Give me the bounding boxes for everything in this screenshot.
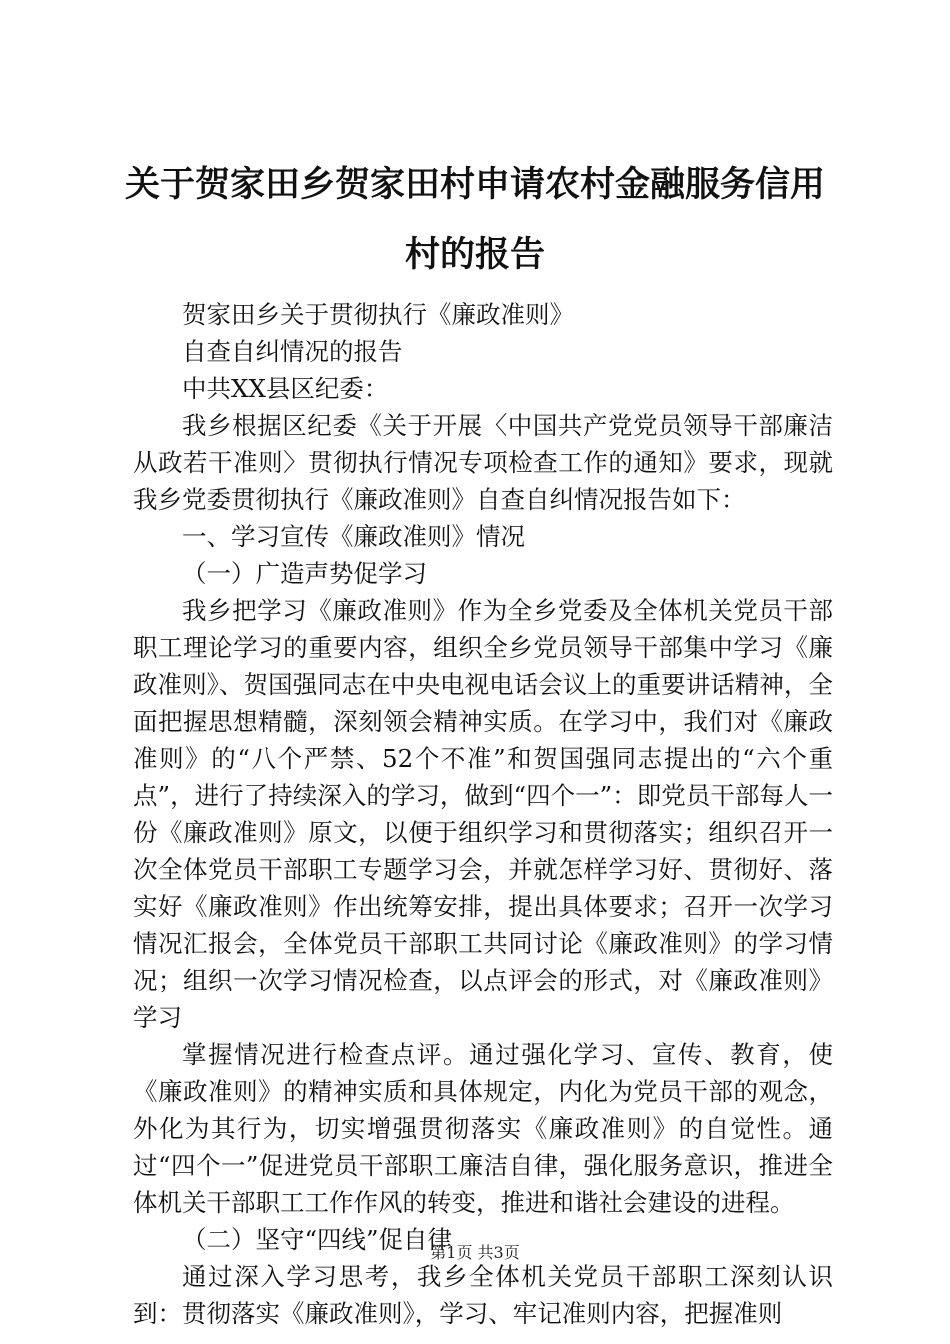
- subsection-heading: （二）坚守“四线”促自律: [182, 1225, 453, 1254]
- body-paragraph: 我乡根据区纪委《关于开展〈中国共产党党员领导干部廉洁从政若干准则〉贯彻执行情况专项检查工作的通知》要求，现就我乡党委贯彻执行《廉政准则》自查自纠情况报告如下：: [133, 411, 833, 514]
- subsection-heading: （一）广造声势促学习: [182, 559, 427, 588]
- document-title: 关于贺家田乡贺家田村申请农村金融服务信用村的报告: [124, 165, 825, 275]
- page-footer: 第1页 共3页: [430, 1243, 520, 1262]
- body-paragraph: 掌握情况进行检查点评。通过强化学习、宣传、教育，使《廉政准则》的精神实质和具体规定，内化为党员干部的观念，外化为其行为，切实增强贯彻落实《廉政准则》的自觉性。通过“四个一”促进党员干部职工廉洁自律，强化服务意识，推进全体机关干部职工工作作风的转变，推进和谐社会建设的进程。: [133, 1040, 833, 1217]
- document-body: [133, 296, 833, 1332]
- body-paragraph: 我乡把学习《廉政准则》作为全乡党委及全体机关党员干部职工理论学习的重要内容，组织全乡党员领导干部集中学习《廉政准则》、贺国强同志在中央电视电话会议上的重要讲话精神，全面把握思想精髓，深刻领会精神实质。在学习中，我们对《廉政准则》的“八个严禁、52个不准”和贺国强同志提出的“六个重点”，进行了持续深入的学习，做到“四个一”：即党员干部每人一份《廉政准则》原文，以便于组织学习和贯彻落实；组织召开一次全体党员干部职工专题学习会，并就怎样学习好、贯彻好、落实好《廉政准则》作出统筹安排，提出具体要求；召开一次学习情况汇报会，全体党员干部职工共同讨论《廉政准则》的学习情况；组织一次学习情况检查，以点评会的形式，对《廉政准则》学习: [133, 596, 833, 1032]
- section-heading: 一、学习宣传《廉政准则》情况: [182, 522, 525, 551]
- body-paragraph: 通过深入学习思考，我乡全体机关党员干部职工深刻认识到：贯彻落实《廉政准则》，学习、牢记准则内容，把握准则: [133, 1262, 833, 1328]
- body-paragraph: 中共XX县区纪委：: [182, 374, 389, 403]
- body-paragraph: 贺家田乡关于贯彻执行《廉政准则》: [182, 300, 574, 329]
- body-paragraph: 自查自纠情况的报告: [182, 337, 403, 366]
